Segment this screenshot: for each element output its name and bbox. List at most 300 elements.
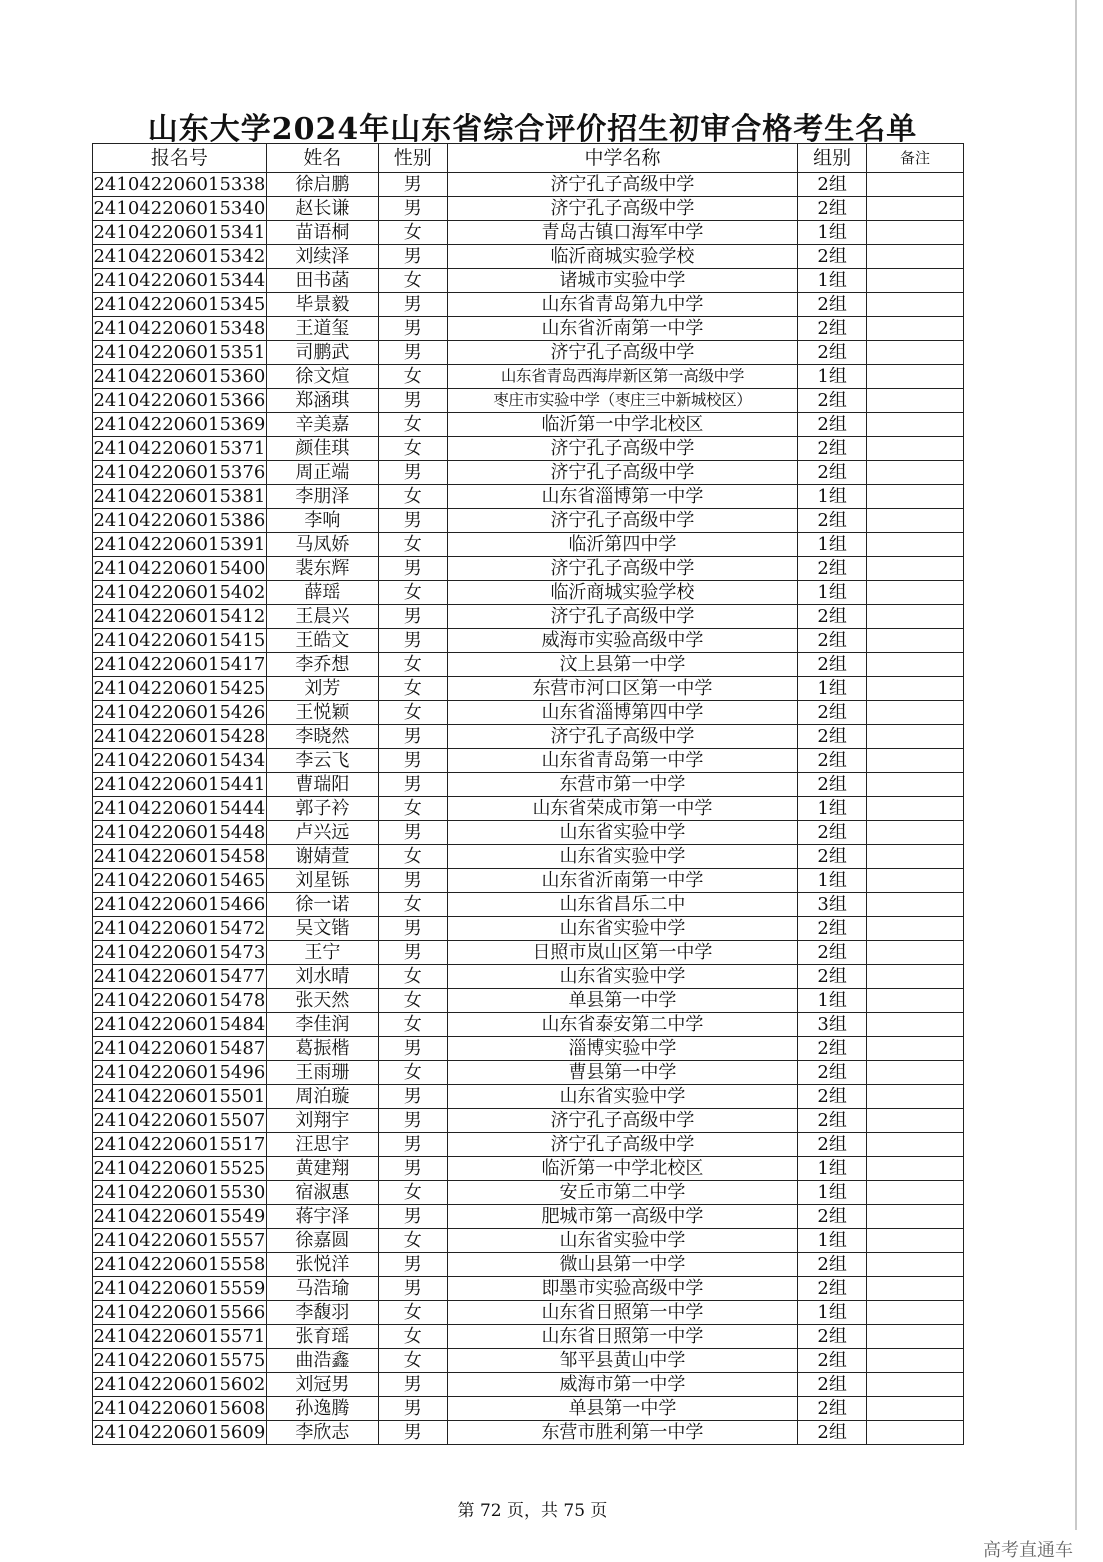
table-row bbox=[93, 869, 964, 893]
cell-id: 241042206015501 bbox=[93, 1086, 266, 1107]
cell-gender: 女 bbox=[378, 965, 447, 989]
table-row bbox=[93, 293, 964, 317]
table-row bbox=[93, 1397, 964, 1421]
cell-name: 李佳润 bbox=[266, 1013, 378, 1037]
cell-name: 徐一诺 bbox=[266, 893, 378, 917]
table-row bbox=[93, 893, 964, 917]
cell-school: 东营市河口区第一中学 bbox=[447, 677, 798, 701]
cell-gender: 男 bbox=[378, 389, 447, 413]
table-row bbox=[93, 1229, 964, 1253]
cell-school: 山东省日照第一中学 bbox=[447, 1301, 798, 1325]
cell-gender: 女 bbox=[378, 1349, 447, 1373]
table-row bbox=[93, 797, 964, 821]
cell-name: 王宁 bbox=[266, 941, 378, 965]
cell-gender: 女 bbox=[378, 437, 447, 461]
cell-name: 刘冠男 bbox=[266, 1373, 378, 1397]
cell-group: 1组 bbox=[798, 1157, 867, 1181]
table-row bbox=[93, 677, 964, 701]
table-row bbox=[93, 173, 964, 197]
cell-school: 邹平县黄山中学 bbox=[447, 1349, 798, 1373]
cell-group: 1组 bbox=[798, 485, 867, 509]
cell-id: 241042206015496 bbox=[93, 1062, 266, 1083]
table-row bbox=[93, 1061, 964, 1085]
cell-name: 孙逸腾 bbox=[266, 1397, 378, 1421]
cell-school: 山东省昌乐二中 bbox=[447, 893, 798, 917]
cell-name: 李乔想 bbox=[266, 653, 378, 677]
cell-gender: 女 bbox=[378, 413, 447, 437]
cell-id: 241042206015444 bbox=[93, 798, 266, 819]
cell-name: 吴文锴 bbox=[266, 917, 378, 941]
cell-id: 241042206015412 bbox=[93, 606, 266, 627]
table-row bbox=[93, 461, 964, 485]
cell-gender: 男 bbox=[378, 629, 447, 653]
table-row bbox=[93, 245, 964, 269]
cell-note bbox=[866, 1109, 963, 1133]
cell-note bbox=[866, 773, 963, 797]
cell-id: 241042206015602 bbox=[93, 1374, 266, 1395]
cell-group: 1组 bbox=[798, 797, 867, 821]
header-school: 中学名称 bbox=[447, 144, 798, 173]
cell-name: 谢婧萱 bbox=[266, 845, 378, 869]
cell-school: 济宁孔子高级中学 bbox=[447, 173, 798, 197]
cell-gender: 女 bbox=[378, 365, 447, 389]
header-gender: 性别 bbox=[378, 144, 447, 173]
cell-name: 曲浩鑫 bbox=[266, 1349, 378, 1373]
table-row bbox=[93, 917, 964, 941]
cell-name: 马凤娇 bbox=[266, 533, 378, 557]
cell-id: 241042206015386 bbox=[93, 510, 266, 531]
cell-gender: 男 bbox=[378, 293, 447, 317]
table-row bbox=[93, 413, 964, 437]
cell-note bbox=[866, 485, 963, 509]
page-number: 第 72 页，共 75 页 bbox=[457, 1501, 608, 1521]
cell-gender: 女 bbox=[378, 653, 447, 677]
cell-group: 2组 bbox=[798, 821, 867, 845]
cell-group: 1组 bbox=[798, 365, 867, 389]
cell-school: 青岛古镇口海军中学 bbox=[447, 221, 798, 245]
cell-name: 张悦洋 bbox=[266, 1253, 378, 1277]
cell-note bbox=[866, 1349, 963, 1373]
cell-group: 2组 bbox=[798, 197, 867, 221]
cell-id: 241042206015566 bbox=[93, 1302, 266, 1323]
cell-note bbox=[866, 1085, 963, 1109]
cell-gender: 女 bbox=[378, 533, 447, 557]
cell-school: 济宁孔子高级中学 bbox=[447, 437, 798, 461]
table-body bbox=[93, 173, 964, 1445]
table-row bbox=[93, 1037, 964, 1061]
table-row bbox=[93, 221, 964, 245]
table-row bbox=[93, 197, 964, 221]
cell-id: 241042206015571 bbox=[93, 1326, 266, 1347]
cell-gender: 男 bbox=[378, 509, 447, 533]
cell-name: 徐文煊 bbox=[266, 365, 378, 389]
cell-group: 1组 bbox=[798, 989, 867, 1013]
cell-name: 司鹏武 bbox=[266, 341, 378, 365]
cell-note bbox=[866, 221, 963, 245]
cell-name: 薛瑶 bbox=[266, 581, 378, 605]
table-row bbox=[93, 821, 964, 845]
cell-group: 1组 bbox=[798, 1301, 867, 1325]
cell-group: 1组 bbox=[798, 1229, 867, 1253]
cell-school: 山东省实验中学 bbox=[447, 917, 798, 941]
watermark-text: 高考直通车 bbox=[983, 1540, 1073, 1561]
cell-name: 辛美嘉 bbox=[266, 413, 378, 437]
cell-name: 卢兴远 bbox=[266, 821, 378, 845]
cell-group: 3组 bbox=[798, 893, 867, 917]
cell-id: 241042206015344 bbox=[93, 270, 266, 291]
cell-gender: 男 bbox=[378, 341, 447, 365]
page-title: 山东大学2024年山东省综合评价招生初审合格考生名单 bbox=[147, 112, 918, 147]
cell-school: 山东省荣成市第一中学 bbox=[447, 797, 798, 821]
cell-school: 山东省日照第一中学 bbox=[447, 1325, 798, 1349]
cell-id: 241042206015376 bbox=[93, 462, 266, 483]
cell-note bbox=[866, 557, 963, 581]
cell-group: 2组 bbox=[798, 1253, 867, 1277]
cell-gender: 男 bbox=[378, 197, 447, 221]
cell-gender: 男 bbox=[378, 773, 447, 797]
cell-school: 山东省淄博第四中学 bbox=[447, 701, 798, 725]
cell-note bbox=[866, 941, 963, 965]
cell-id: 241042206015381 bbox=[93, 486, 266, 507]
cell-note bbox=[866, 365, 963, 389]
cell-id: 241042206015425 bbox=[93, 678, 266, 699]
cell-group: 1组 bbox=[798, 533, 867, 557]
cell-school: 济宁孔子高级中学 bbox=[447, 341, 798, 365]
cell-group: 3组 bbox=[798, 1013, 867, 1037]
cell-name: 裴东辉 bbox=[266, 557, 378, 581]
cell-name: 李朋泽 bbox=[266, 485, 378, 509]
cell-id: 241042206015559 bbox=[93, 1278, 266, 1299]
cell-gender: 女 bbox=[378, 1013, 447, 1037]
cell-id: 241042206015507 bbox=[93, 1110, 266, 1131]
cell-id: 241042206015428 bbox=[93, 726, 266, 747]
cell-id: 241042206015609 bbox=[93, 1422, 266, 1443]
cell-gender: 女 bbox=[378, 581, 447, 605]
cell-group: 2组 bbox=[798, 293, 867, 317]
cell-name: 王道玺 bbox=[266, 317, 378, 341]
cell-group: 2组 bbox=[798, 1133, 867, 1157]
cell-id: 241042206015608 bbox=[93, 1398, 266, 1419]
cell-note bbox=[866, 845, 963, 869]
cell-note bbox=[866, 893, 963, 917]
cell-name: 王皓文 bbox=[266, 629, 378, 653]
cell-name: 曹瑞阳 bbox=[266, 773, 378, 797]
cell-note bbox=[866, 1325, 963, 1349]
cell-note bbox=[866, 653, 963, 677]
cell-gender: 男 bbox=[378, 725, 447, 749]
header-id: 报名号 bbox=[93, 144, 267, 173]
cell-name: 周泊璇 bbox=[266, 1085, 378, 1109]
cell-name: 刘续泽 bbox=[266, 245, 378, 269]
cell-school: 山东省实验中学 bbox=[447, 821, 798, 845]
cell-group: 2组 bbox=[798, 965, 867, 989]
cell-gender: 女 bbox=[378, 893, 447, 917]
cell-id: 241042206015530 bbox=[93, 1182, 266, 1203]
cell-id: 241042206015448 bbox=[93, 822, 266, 843]
cell-group: 2组 bbox=[798, 413, 867, 437]
cell-id: 241042206015441 bbox=[93, 774, 266, 795]
cell-gender: 男 bbox=[378, 821, 447, 845]
cell-school: 济宁孔子高级中学 bbox=[447, 725, 798, 749]
cell-group: 2组 bbox=[798, 317, 867, 341]
cell-name: 李云飞 bbox=[266, 749, 378, 773]
table-row bbox=[93, 605, 964, 629]
cell-group: 2组 bbox=[798, 341, 867, 365]
cell-note bbox=[866, 1229, 963, 1253]
cell-id: 241042206015369 bbox=[93, 414, 266, 435]
cell-note bbox=[866, 197, 963, 221]
cell-name: 宿淑惠 bbox=[266, 1181, 378, 1205]
cell-school: 济宁孔子高级中学 bbox=[447, 197, 798, 221]
cell-name: 郭子衿 bbox=[266, 797, 378, 821]
cell-id: 241042206015525 bbox=[93, 1158, 266, 1179]
cell-gender: 女 bbox=[378, 797, 447, 821]
cell-id: 241042206015415 bbox=[93, 630, 266, 651]
table-row bbox=[93, 1373, 964, 1397]
cell-gender: 女 bbox=[378, 1061, 447, 1085]
cell-gender: 男 bbox=[378, 1157, 447, 1181]
cell-gender: 男 bbox=[378, 173, 447, 197]
cell-name: 张育瑶 bbox=[266, 1325, 378, 1349]
cell-name: 蒋宇泽 bbox=[266, 1205, 378, 1229]
cell-school: 单县第一中学 bbox=[447, 1397, 798, 1421]
cell-gender: 男 bbox=[378, 1397, 447, 1421]
cell-note bbox=[866, 1037, 963, 1061]
table-row bbox=[93, 1013, 964, 1037]
cell-gender: 女 bbox=[378, 677, 447, 701]
cell-name: 张天然 bbox=[266, 989, 378, 1013]
cell-note bbox=[866, 965, 963, 989]
cell-name: 王雨珊 bbox=[266, 1061, 378, 1085]
page-edge-shadow bbox=[1075, 0, 1077, 1530]
cell-note bbox=[866, 1253, 963, 1277]
cell-note bbox=[866, 1133, 963, 1157]
table-row bbox=[93, 557, 964, 581]
cell-school: 临沂第四中学 bbox=[447, 533, 798, 557]
cell-school: 肥城市第一高级中学 bbox=[447, 1205, 798, 1229]
cell-note bbox=[866, 461, 963, 485]
cell-group: 2组 bbox=[798, 1037, 867, 1061]
table-row bbox=[93, 989, 964, 1013]
cell-school: 山东省淄博第一中学 bbox=[447, 485, 798, 509]
cell-id: 241042206015477 bbox=[93, 966, 266, 987]
cell-note bbox=[866, 173, 963, 197]
cell-note bbox=[866, 629, 963, 653]
cell-group: 2组 bbox=[798, 701, 867, 725]
cell-school: 日照市岚山区第一中学 bbox=[447, 941, 798, 965]
header-note: 备注 bbox=[866, 144, 963, 173]
cell-note bbox=[866, 917, 963, 941]
cell-group: 1组 bbox=[798, 677, 867, 701]
cell-note bbox=[866, 245, 963, 269]
header-row bbox=[93, 144, 964, 173]
cell-group: 2组 bbox=[798, 1277, 867, 1301]
cell-group: 2组 bbox=[798, 461, 867, 485]
cell-school: 曹县第一中学 bbox=[447, 1061, 798, 1085]
cell-school: 山东省沂南第一中学 bbox=[447, 869, 798, 893]
cell-group: 1组 bbox=[798, 269, 867, 293]
cell-school: 安丘市第二中学 bbox=[447, 1181, 798, 1205]
cell-school: 山东省泰安第二中学 bbox=[447, 1013, 798, 1037]
cell-name: 黄建翔 bbox=[266, 1157, 378, 1181]
table-row bbox=[93, 629, 964, 653]
cell-school: 微山县第一中学 bbox=[447, 1253, 798, 1277]
cell-group: 2组 bbox=[798, 245, 867, 269]
cell-group: 1组 bbox=[798, 869, 867, 893]
cell-group: 2组 bbox=[798, 1373, 867, 1397]
cell-id: 241042206015351 bbox=[93, 342, 266, 363]
cell-group: 2组 bbox=[798, 1325, 867, 1349]
cell-gender: 男 bbox=[378, 941, 447, 965]
cell-school: 济宁孔子高级中学 bbox=[447, 461, 798, 485]
cell-group: 2组 bbox=[798, 749, 867, 773]
table-row bbox=[93, 365, 964, 389]
cell-id: 241042206015517 bbox=[93, 1134, 266, 1155]
table-row bbox=[93, 1157, 964, 1181]
cell-id: 241042206015575 bbox=[93, 1350, 266, 1371]
cell-note bbox=[866, 749, 963, 773]
table-row bbox=[93, 317, 964, 341]
cell-group: 2组 bbox=[798, 437, 867, 461]
table-row bbox=[93, 941, 964, 965]
cell-school: 东营市第一中学 bbox=[447, 773, 798, 797]
table-row bbox=[93, 389, 964, 413]
cell-gender: 男 bbox=[378, 557, 447, 581]
cell-group: 2组 bbox=[798, 845, 867, 869]
cell-id: 241042206015478 bbox=[93, 990, 266, 1011]
cell-group: 1组 bbox=[798, 581, 867, 605]
cell-name: 苗语桐 bbox=[266, 221, 378, 245]
cell-name: 李晓然 bbox=[266, 725, 378, 749]
cell-note bbox=[866, 1157, 963, 1181]
cell-school: 济宁孔子高级中学 bbox=[447, 605, 798, 629]
cell-id: 241042206015458 bbox=[93, 846, 266, 867]
cell-gender: 男 bbox=[378, 1205, 447, 1229]
cell-note bbox=[866, 821, 963, 845]
table-row bbox=[93, 1133, 964, 1157]
cell-school: 诸城市实验中学 bbox=[447, 269, 798, 293]
cell-name: 汪思宇 bbox=[266, 1133, 378, 1157]
cell-name: 李馥羽 bbox=[266, 1301, 378, 1325]
cell-gender: 男 bbox=[378, 1421, 447, 1445]
cell-school: 威海市实验高级中学 bbox=[447, 629, 798, 653]
cell-school: 山东省实验中学 bbox=[447, 1229, 798, 1253]
cell-id: 241042206015434 bbox=[93, 750, 266, 771]
table-row bbox=[93, 725, 964, 749]
cell-name: 李响 bbox=[266, 509, 378, 533]
cell-group: 2组 bbox=[798, 725, 867, 749]
cell-group: 2组 bbox=[798, 605, 867, 629]
cell-id: 241042206015400 bbox=[93, 558, 266, 579]
cell-name: 赵长谦 bbox=[266, 197, 378, 221]
cell-id: 241042206015341 bbox=[93, 222, 266, 243]
cell-gender: 女 bbox=[378, 221, 447, 245]
cell-name: 刘翔宇 bbox=[266, 1109, 378, 1133]
cell-school: 山东省实验中学 bbox=[447, 1085, 798, 1109]
cell-group: 2组 bbox=[798, 509, 867, 533]
cell-id: 241042206015484 bbox=[93, 1014, 266, 1035]
table-row bbox=[93, 773, 964, 797]
cell-school: 东营市胜利第一中学 bbox=[447, 1421, 798, 1445]
cell-note bbox=[866, 581, 963, 605]
cell-school: 山东省青岛第九中学 bbox=[447, 293, 798, 317]
cell-note bbox=[866, 437, 963, 461]
cell-note bbox=[866, 989, 963, 1013]
cell-note bbox=[866, 1373, 963, 1397]
cell-name: 葛振楷 bbox=[266, 1037, 378, 1061]
table-row bbox=[93, 509, 964, 533]
cell-group: 2组 bbox=[798, 173, 867, 197]
cell-id: 241042206015557 bbox=[93, 1230, 266, 1251]
cell-school: 淄博实验中学 bbox=[447, 1037, 798, 1061]
cell-group: 2组 bbox=[798, 653, 867, 677]
table-row bbox=[93, 749, 964, 773]
cell-id: 241042206015402 bbox=[93, 582, 266, 603]
table-row bbox=[93, 269, 964, 293]
cell-gender: 男 bbox=[378, 1037, 447, 1061]
cell-name: 刘芳 bbox=[266, 677, 378, 701]
cell-school: 威海市第一中学 bbox=[447, 1373, 798, 1397]
cell-school: 临沂商城实验学校 bbox=[447, 581, 798, 605]
cell-note bbox=[866, 341, 963, 365]
cell-gender: 女 bbox=[378, 485, 447, 509]
cell-note bbox=[866, 413, 963, 437]
cell-group: 2组 bbox=[798, 1085, 867, 1109]
cell-gender: 男 bbox=[378, 461, 447, 485]
cell-id: 241042206015466 bbox=[93, 894, 266, 915]
cell-note bbox=[866, 1277, 963, 1301]
cell-id: 241042206015487 bbox=[93, 1038, 266, 1059]
cell-gender: 男 bbox=[378, 1253, 447, 1277]
cell-gender: 女 bbox=[378, 845, 447, 869]
cell-gender: 女 bbox=[378, 1301, 447, 1325]
table-row bbox=[93, 1301, 964, 1325]
cell-gender: 男 bbox=[378, 1109, 447, 1133]
cell-school: 山东省青岛第一中学 bbox=[447, 749, 798, 773]
cell-name: 王晨兴 bbox=[266, 605, 378, 629]
cell-school: 济宁孔子高级中学 bbox=[447, 557, 798, 581]
cell-note bbox=[866, 701, 963, 725]
cell-note bbox=[866, 1061, 963, 1085]
cell-note bbox=[866, 725, 963, 749]
cell-id: 241042206015371 bbox=[93, 438, 266, 459]
header-group: 组别 bbox=[798, 144, 867, 173]
cell-note bbox=[866, 533, 963, 557]
cell-group: 2组 bbox=[798, 1397, 867, 1421]
cell-group: 2组 bbox=[798, 1349, 867, 1373]
cell-id: 241042206015348 bbox=[93, 318, 266, 339]
table-row bbox=[93, 533, 964, 557]
cell-group: 1组 bbox=[798, 1181, 867, 1205]
cell-name: 郑涵琪 bbox=[266, 389, 378, 413]
cell-school: 济宁孔子高级中学 bbox=[447, 509, 798, 533]
cell-gender: 女 bbox=[378, 701, 447, 725]
cell-name: 马浩瑜 bbox=[266, 1277, 378, 1301]
cell-id: 241042206015417 bbox=[93, 654, 266, 675]
cell-name: 毕景毅 bbox=[266, 293, 378, 317]
cell-gender: 男 bbox=[378, 605, 447, 629]
cell-id: 241042206015549 bbox=[93, 1206, 266, 1227]
cell-school: 山东省实验中学 bbox=[447, 965, 798, 989]
cell-school: 枣庄市实验中学（枣庄三中新城校区） bbox=[447, 389, 798, 413]
cell-gender: 女 bbox=[378, 1229, 447, 1253]
table-header bbox=[93, 144, 964, 173]
cell-note bbox=[866, 1181, 963, 1205]
cell-group: 2组 bbox=[798, 1109, 867, 1133]
cell-gender: 男 bbox=[378, 245, 447, 269]
table-row bbox=[93, 1109, 964, 1133]
cell-name: 周正端 bbox=[266, 461, 378, 485]
